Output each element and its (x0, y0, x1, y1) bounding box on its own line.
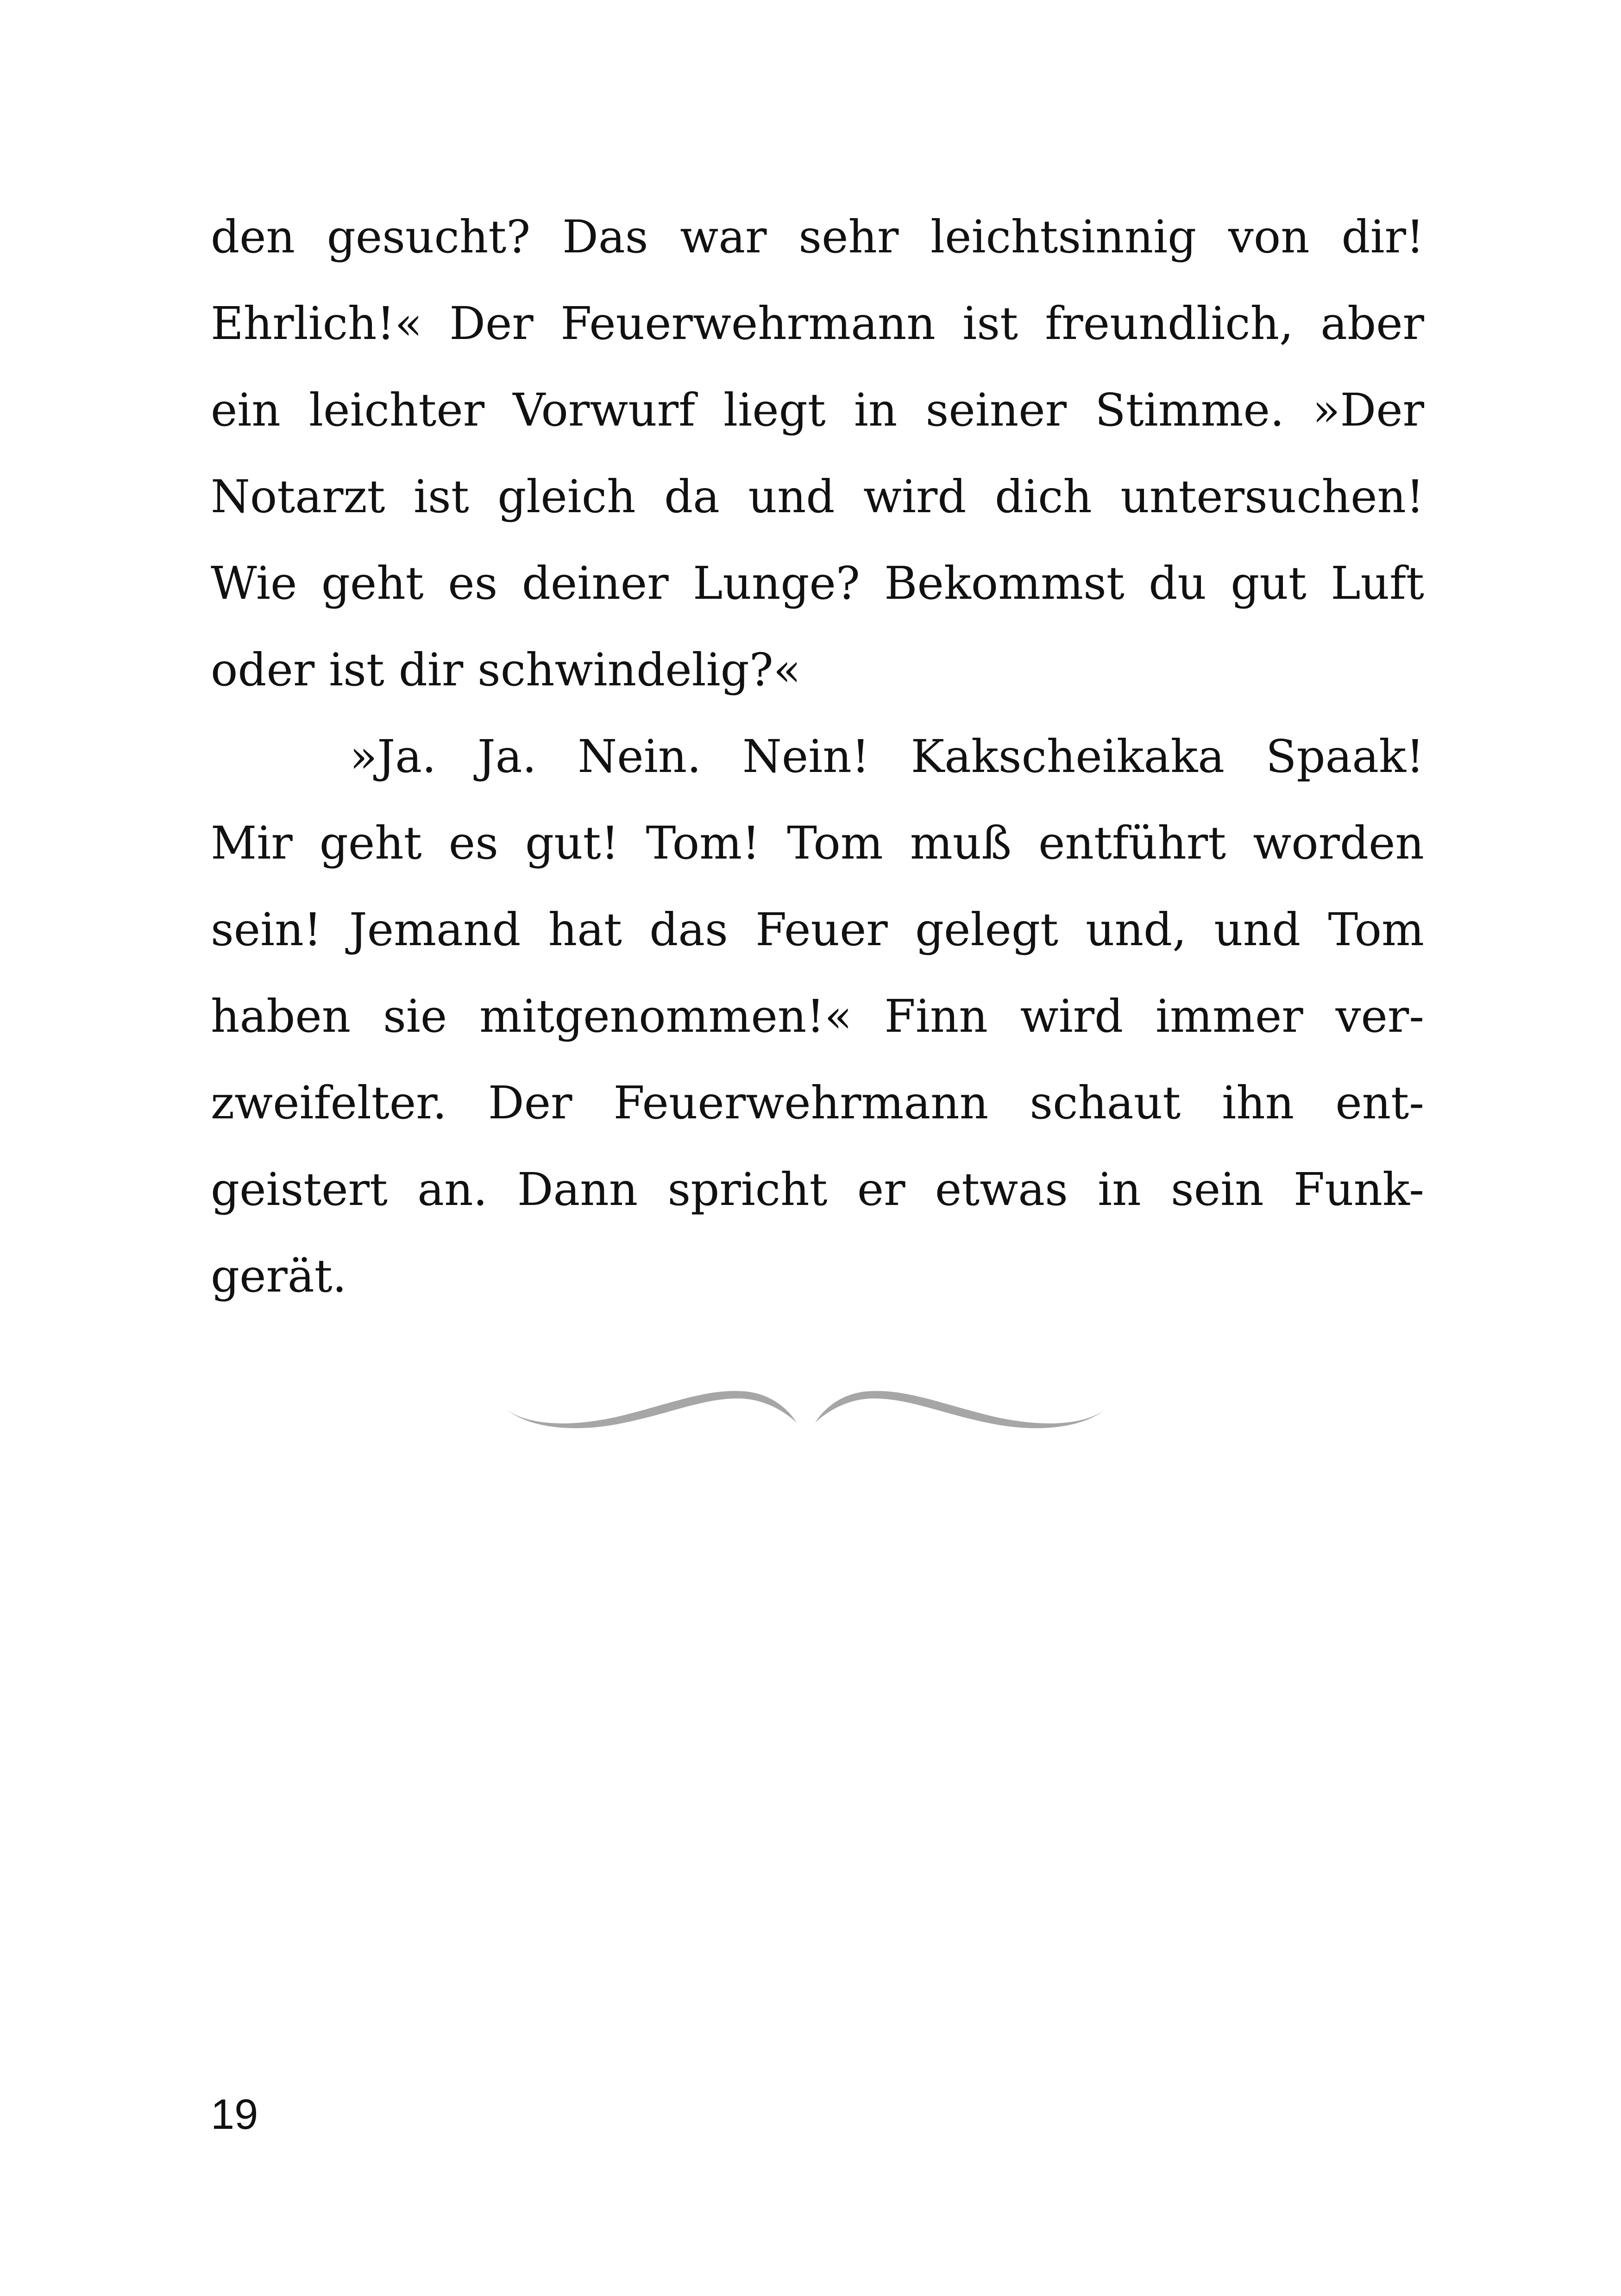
text-line: den gesucht? Das war sehr leichtsinnig von dir! (211, 211, 1424, 263)
body-text (211, 194, 1424, 1319)
text-line: Notarzt ist gleich da und wird dich untersuchen! (211, 470, 1424, 523)
text-line: gerät. (211, 1250, 347, 1302)
swash-left-icon (507, 1391, 797, 1428)
text-line: Ehrlich!« Der Feuerwehrmann ist freundlich, aber (211, 297, 1424, 350)
page-number: 19 (211, 2091, 258, 2138)
swash-right-icon (815, 1391, 1105, 1428)
text-line: oder ist dir schwindelig?« (211, 644, 801, 696)
text-line: ein leichter Vorwurf liegt in seiner Stimme. »Der (211, 384, 1424, 436)
text-line: sein! Jemand hat das Feuer gelegt und, und Tom (211, 903, 1424, 956)
text-line: haben sie mitgenommen!« Finn wird immer ver- (211, 990, 1424, 1042)
text-line: geistert an. Dann spricht er etwas in sein Funk- (211, 1163, 1424, 1216)
text-line: Mir geht es gut! Tom! Tom muß entführt worden (211, 817, 1424, 869)
swash-divider-icon (500, 1371, 1112, 1440)
text-line: »Ja. Ja. Nein. Nein! Kakscheikaka Spaak! (350, 730, 1424, 783)
text-line: Wie geht es deiner Lunge? Bekommst du gut Luft (211, 557, 1424, 609)
text-line: zweifelter. Der Feuerwehrmann schaut ihn ent- (211, 1077, 1424, 1129)
